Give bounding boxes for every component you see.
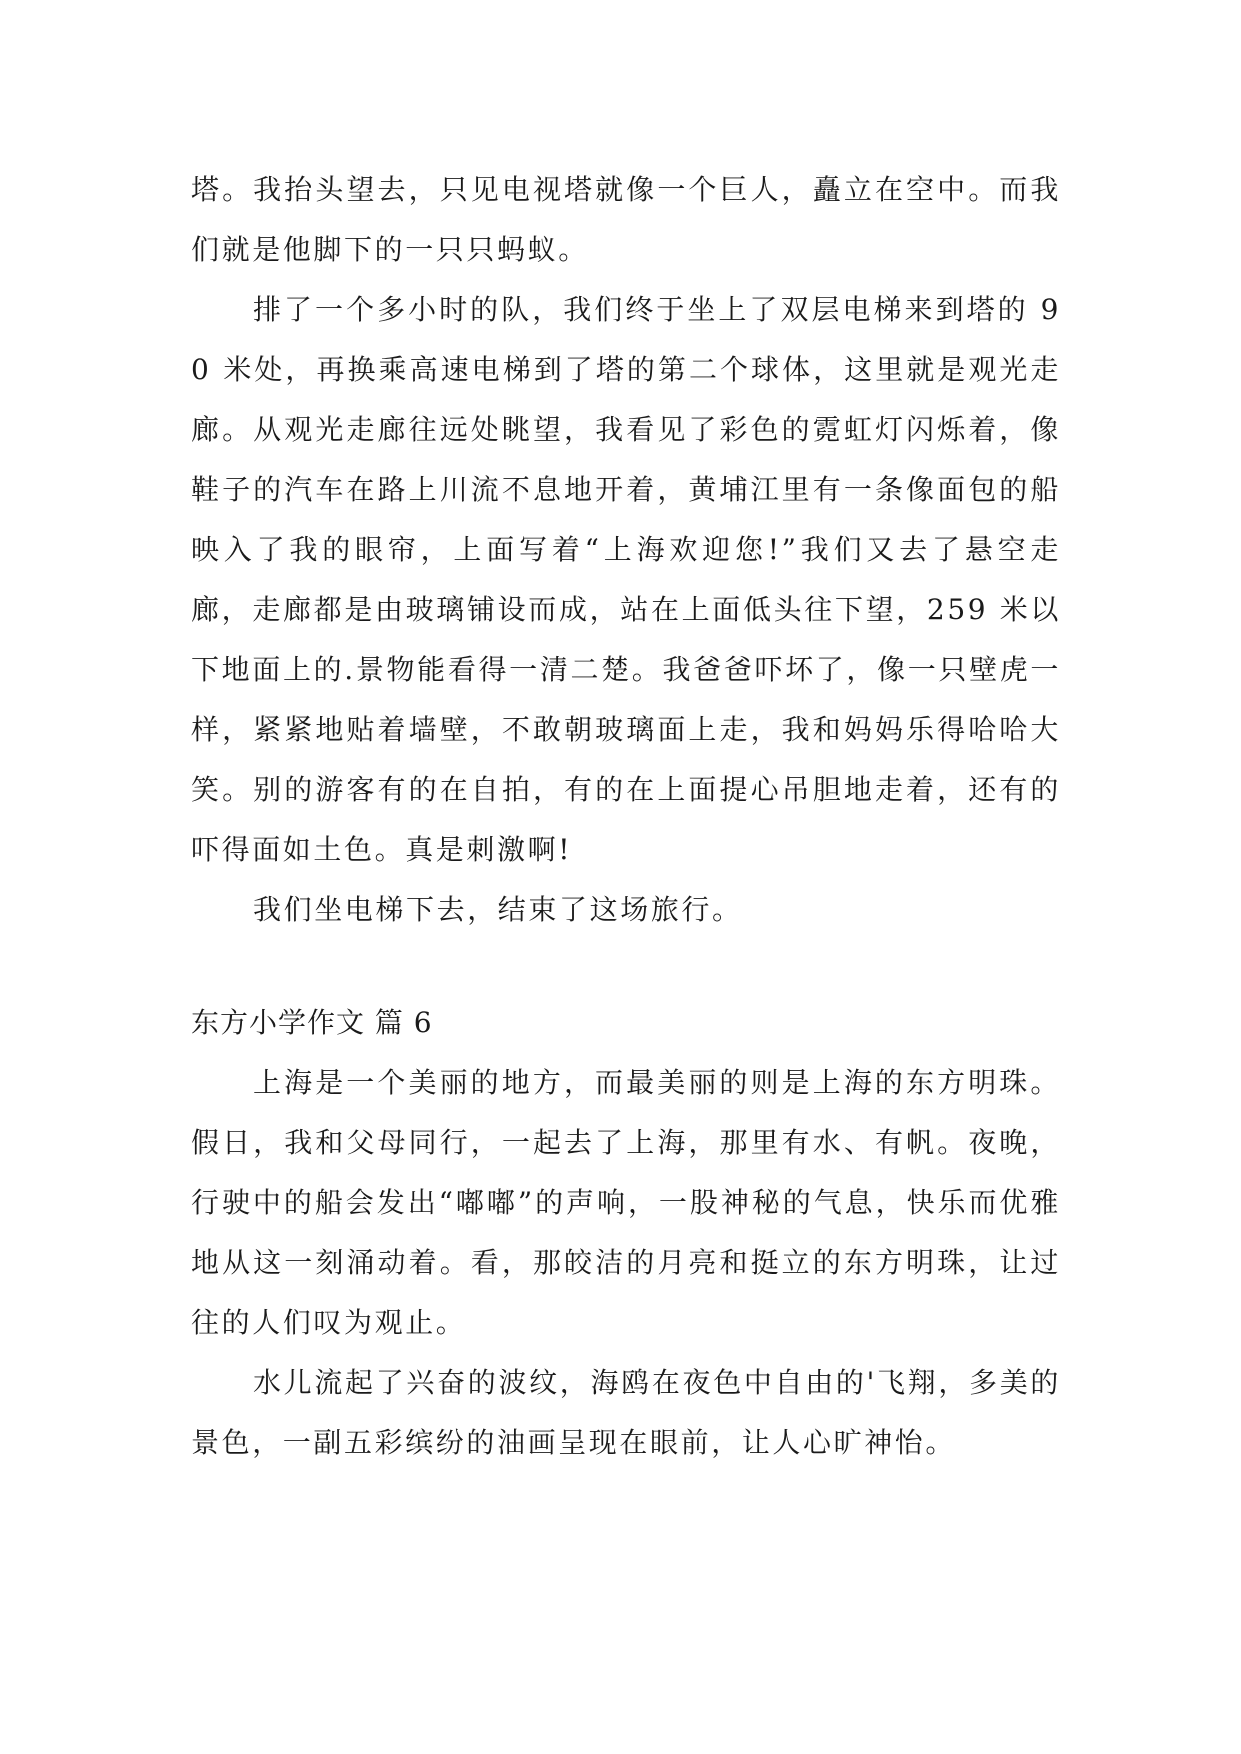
paragraph-essay6-intro: 上海是一个美丽的地方，而最美丽的则是上海的东方明珠。假日，我和父母同行，一起去了上海，那里有水、有帆。夜晚，行驶中的船会发出“嘟嘟”的声响，一股神秘的气息，快乐而优雅地从这一刻涌动着。看，那皎洁的月亮和挺立的东方明珠，让过往的人们叹为观止。 xyxy=(191,1066,1061,1339)
paragraph-tower-visit: 排了一个多小时的队，我们终于坐上了双层电梯来到塔的 90 米处，再换乘高速电梯到了塔的第二个球体，这里就是观光走廊。从观光走廊往远处眺望，我看见了彩色的霓虹灯闪烁着，像鞋子的汽车在路上川流不息地开着，黄埔江里有一条像面包的船映入了我的眼帘，上面写着“上海欢迎您!”我们又去了悬空走廊，走廊都是由玻璃铺设而成，站在上面低头往下望，259 米以下地面上的.景物能看得一清二楚。我爸爸吓坏了，像一只壁虎一样，紧紧地贴着墙壁，不敢朝玻璃面上走，我和妈妈乐得哈哈大笑。别的游客有的在自拍，有的在上面提心吊胆地走着，还有的吓得面如土色。真是刺激啊! xyxy=(191,293,1061,866)
paragraph-continuation: 塔。我抬头望去，只见电视塔就像一个巨人，矗立在空中。而我们就是他脚下的一只只蚂蚁。 xyxy=(191,173,1061,266)
document-body xyxy=(191,160,1061,1473)
paragraph-essay6-scenery: 水儿流起了兴奋的波纹，海鸥在夜色中自由的'飞翔，多美的景色，一副五彩缤纷的油画呈现在眼前，让人心旷神怡。 xyxy=(191,1366,1061,1459)
essay-heading: 东方小学作文 篇 6 xyxy=(191,1006,433,1039)
paragraph-ending: 我们坐电梯下去，结束了这场旅行。 xyxy=(253,893,743,926)
